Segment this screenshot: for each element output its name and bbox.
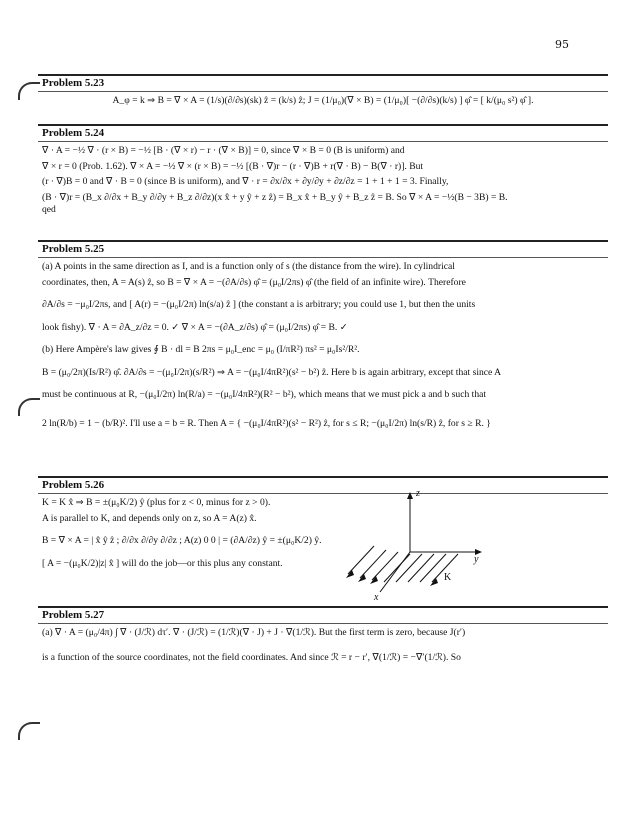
problem-5-27 <box>38 606 608 664</box>
problem-5-26 <box>38 476 608 570</box>
y-label: y <box>474 554 479 565</box>
corner-mark-top <box>18 82 40 100</box>
problem-5-23 <box>38 74 608 108</box>
equation-line: A_φ = k ⇒ B = ∇ × A = (1/s)(∂/∂s)(sk) ẑ = (k/s) ẑ; J = (1/μ₀)(∇ × B) = (1/μ₀)[ −(∂/∂s)(k/s) ] φ̂ = [ k/(μ₀ s²) φ̂ ]. <box>112 95 534 106</box>
text-line: (a) A points in the same direction as I, and is a function only of s (the distance from the wire). In cylindrical <box>42 261 455 272</box>
text-line: is a function of the source coordinates, not the field coordinates. And since ℛ = r − r′, ∇(1/ℛ) = −∇′(1/ℛ). So <box>42 651 461 663</box>
corner-mark-bottom <box>18 722 40 740</box>
corner-mark-middle <box>18 398 40 416</box>
text-line: A is parallel to K, and depends only on z, so A = A(z) x̂. <box>42 512 257 524</box>
text-line: look fishy). ∇ · A = ∂A_z/∂z = 0. ✓ ∇ × A = −(∂A_z/∂s) φ̂ = (μ₀I/2πs) φ̂ = B. ✓ <box>42 321 348 333</box>
problem-heading: Problem 5.27 <box>38 606 608 624</box>
problem-heading: Problem 5.25 <box>38 240 608 258</box>
text-line: (b) Here Ampère's law gives ∮ B · dl = B 2πs = μ₀I_enc = μ₀ (I/πR²) πs² = μ₀Is²/R². <box>42 344 360 355</box>
text-line: coordinates, then, A = A(s) ẑ, so B = ∇ × A = −(∂A/∂s) φ̂ = (μ₀I/2πs) φ̂ (the field of an infinite wire). Therefore <box>42 276 466 288</box>
problem-5-24 <box>38 124 608 216</box>
text-line: must be continuous at R, −(μ₀I/2π) ln(R/a) = −(μ₀I/4πR²)(R² − b²), which means that we must pick a and b such that <box>42 389 487 400</box>
problem-heading: Problem 5.26 <box>38 476 608 494</box>
problem-heading: Problem 5.24 <box>38 124 608 142</box>
text-line: (r · ∇)B = 0 and ∇ · B = 0 (since B is uniform), and ∇ · r = ∂x/∂x + ∂y/∂y + ∂z/∂z = 1 + 1 + 1 = 3. Finally, <box>42 176 449 187</box>
text-line: K = K x̂ ⇒ B = ±(μ₀K/2) ŷ (plus for z < 0, minus for z > 0). <box>42 497 271 508</box>
page-number: 95 <box>555 38 569 51</box>
qed-mark: qed <box>42 204 56 215</box>
text-line: ∇ × r = 0 (Prob. 1.62). ∇ × A = −½ ∇ × (r × B) = −½ [(B · ∇)r − (r · ∇)B + r(∇ · B) − B(∇ · r)]. But <box>42 160 424 172</box>
text-line: ∇ · A = −½ ∇ · (r × B) = −½ [B · (∇ × r) − r · (∇ × B)] = 0, since ∇ × B = 0 (B is uniform) and <box>42 145 405 156</box>
text-line: 2 ln(R/b) = 1 − (b/R)². I'll use a = b = R. Then A = { −(μ₀I/4πR²)(s² − R²) ẑ, for s ≤ R; −(μ₀I/2π) ln(s/R) ẑ, for s ≥ R. } <box>42 417 491 429</box>
k-label: K <box>444 572 452 583</box>
problem-5-25 <box>38 240 608 430</box>
surface-current-figure <box>338 488 488 608</box>
text-line: (a) ∇ · A = (μ₀/4π) ∫ ∇ · (J/ℛ) dτ′. ∇ · (J/ℛ) = (1/ℛ)(∇ · J) + J · ∇(1/ℛ). But the first term is zero, because J(r′) <box>42 627 466 638</box>
text-line: B = (μ₀/2π)(Is/R²) φ̂. ∂A/∂s = −(μ₀I/2π)(s/R²) ⇒ A = −(μ₀I/4πR²)(s² − b²) ẑ. Here b is again arbitrary, except that since A <box>42 366 502 378</box>
text-line: ∂A/∂s = −μ₀I/2πs, and [ A(r) = −(μ₀I/2π) ln(s/a) ẑ ] (the constant a is arbitrary; you could use 1, but then the units <box>42 299 476 310</box>
text-line: [ A = −(μ₀K/2)|z| x̂ ] will do the job—or this plus any constant. <box>42 557 283 569</box>
text-line: (B · ∇)r = (B_x ∂/∂x + B_y ∂/∂y + B_z ∂/∂z)(x x̂ + y ŷ + z ẑ) = B_x x̂ + B_y ŷ + B_z ẑ = B. So ∇ × A = −½(B − 3B) = B. <box>42 191 508 203</box>
problem-heading: Problem 5.23 <box>38 74 608 92</box>
z-arrowhead <box>407 492 413 499</box>
figure-svg <box>338 488 488 608</box>
x-label: x <box>374 592 379 603</box>
z-label: z <box>416 488 420 499</box>
text-line: B = ∇ × A = | x̂ ŷ ẑ ; ∂/∂x ∂/∂y ∂/∂z ; A(z) 0 0 | = (∂A/∂z) ŷ = ±(μ₀K/2) ŷ. <box>42 535 322 546</box>
